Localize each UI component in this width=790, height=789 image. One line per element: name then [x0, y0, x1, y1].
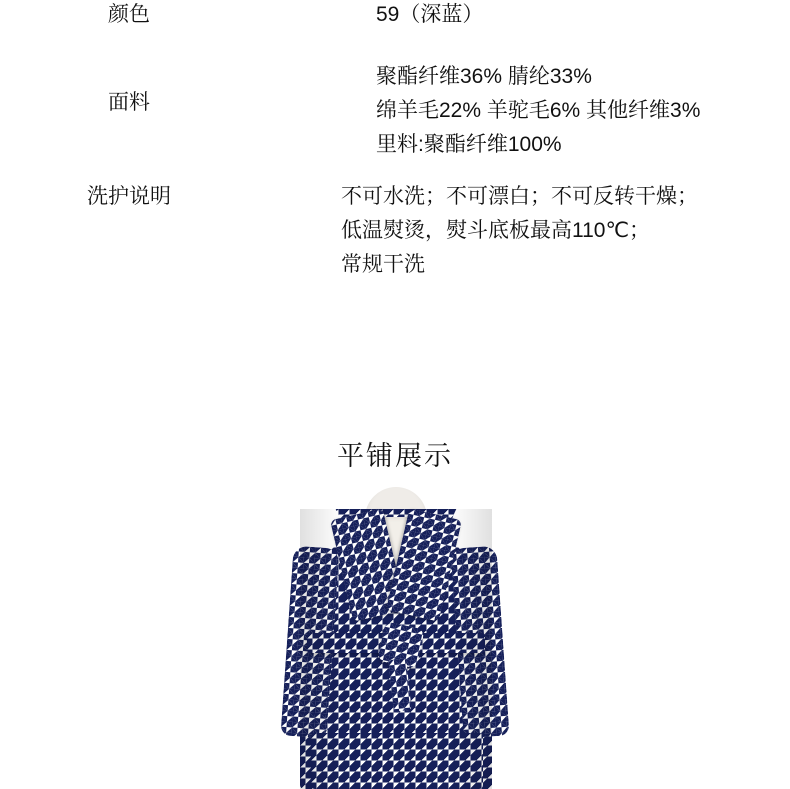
product-spec-table [0, 0, 790, 282]
spec-value-fabric [258, 60, 790, 162]
spec-value-fabric-line-2: 绵羊毛22% 羊驼毛6% 其他纤维3% [376, 99, 701, 122]
spec-value-color [258, 0, 790, 32]
coat-skirt [311, 733, 483, 789]
spec-row-fabric [0, 60, 790, 162]
spec-value-care [258, 180, 790, 282]
spec-value-fabric-line-1: 聚酯纤维36% 腈纶33% [376, 65, 592, 88]
spec-label-color: 颜色 [108, 3, 150, 26]
flat-lay-section-title: 平铺展示 [337, 441, 453, 472]
spec-value-fabric-line-3: 里料:聚酯纤维100% [376, 133, 562, 156]
coat-illustration [245, 487, 545, 789]
spec-value-care-line-1: 不可水洗；不可漂白；不可反转干燥； [341, 185, 698, 208]
spec-value-color-line-1: 59（深蓝） [376, 3, 484, 26]
product-flat-lay-photo [0, 487, 790, 789]
spec-value-care-line-2: 低温熨烫，熨斗底板最高110℃； [341, 219, 651, 242]
spec-row-color [0, 0, 790, 32]
spec-label-fabric: 面料 [108, 91, 150, 114]
spec-row-care [0, 180, 790, 282]
spec-value-care-line-3: 常规干洗 [341, 253, 425, 276]
spec-label-care: 洗护说明 [87, 185, 171, 208]
